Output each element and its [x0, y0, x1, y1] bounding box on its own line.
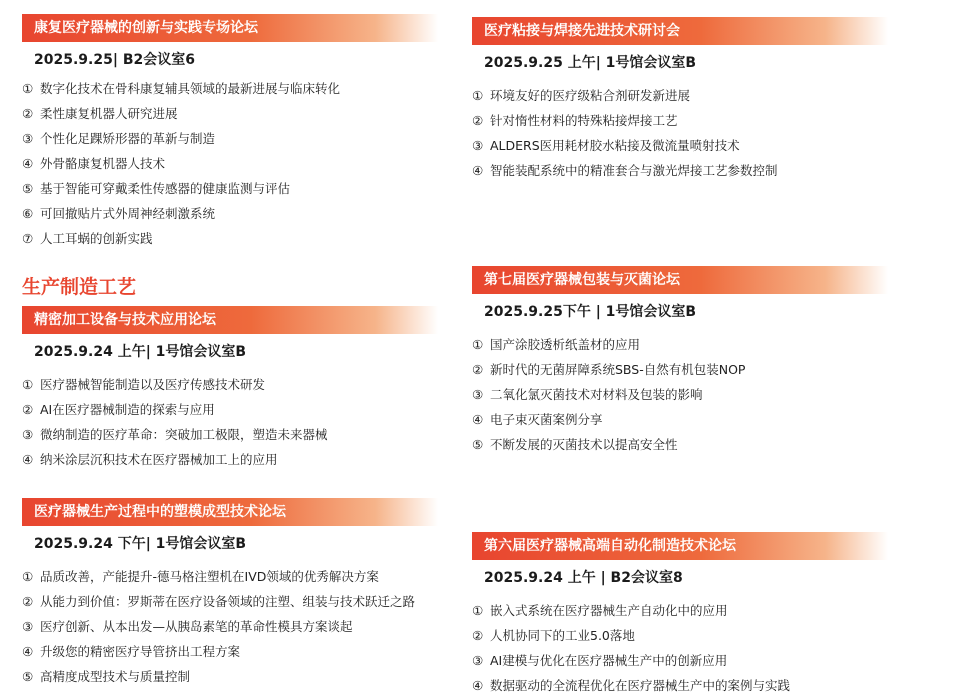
forum-title-banner: 第七届医疗器械包装与灭菌论坛: [472, 266, 888, 294]
list-item: ⑤ 不断发展的灭菌技术以提高安全性: [472, 437, 678, 452]
list-item: ③ AI建模与优化在医疗器械生产中的创新应用: [472, 653, 728, 668]
list-item: ④ 电子束灭菌案例分享: [472, 412, 603, 427]
list-item: ④ 外骨骼康复机器人技术: [22, 156, 166, 171]
list-item: ① 国产涂胶透析纸盖材的应用: [472, 337, 641, 352]
forum-topic-list: [22, 372, 438, 472]
forum-block-precision: [22, 306, 438, 472]
list-item: ② 针对惰性材料的特殊粘接焊接工艺: [472, 113, 678, 128]
list-item: ① 医疗器械智能制造以及医疗传感技术研发: [22, 377, 266, 392]
forum-title-banner: 精密加工设备与技术应用论坛: [22, 306, 438, 334]
list-item: ④ 智能装配系统中的精准套合与激光焊接工艺参数控制: [472, 163, 778, 178]
list-item: ⑤ 高精度成型技术与质量控制: [22, 669, 191, 684]
list-item: ⑤ 基于智能可穿戴柔性传感器的健康监测与评估: [22, 181, 291, 196]
forum-block-rehab: [22, 14, 438, 251]
section-heading: 生产制造工艺: [22, 276, 137, 298]
list-item: ③ 二氧化氯灭菌技术对材料及包装的影响: [472, 387, 703, 402]
list-item: ⑥ 可回撤贴片式外周神经刺激系统: [22, 206, 216, 221]
list-item: ① 环境友好的医疗级粘合剂研发新进展: [472, 88, 691, 103]
forum-topic-list: [472, 83, 888, 183]
forum-block-molding: [22, 498, 438, 689]
list-item: ① 品质改善，产能提升-德马格注塑机在IVD领域的优秀解决方案: [22, 569, 379, 584]
forum-block-automation: [472, 532, 888, 698]
list-item: ① 嵌入式系统在医疗器械生产自动化中的应用: [472, 603, 728, 618]
list-item: ③ ALDERS医用耗材胶水粘接及微流量喷射技术: [472, 138, 740, 153]
forum-datetime: 2025.9.24 上午| 1号馆会议室B: [34, 344, 247, 360]
forum-block-bonding: [472, 17, 888, 183]
list-item: ⑦ 人工耳蜗的创新实践: [22, 231, 153, 246]
forum-topic-list: [472, 332, 888, 457]
forum-datetime: 2025.9.25 上午| 1号馆会议室B: [484, 55, 697, 71]
forum-datetime: 2025.9.25下午 | 1号馆会议室B: [484, 304, 697, 320]
list-item: ② 新时代的无菌屏障系统SBS-自然有机包装NOP: [472, 362, 746, 377]
forum-topic-list: [22, 76, 438, 251]
forum-title-banner: 医疗粘接与焊接先进技术研讨会: [472, 17, 888, 45]
forum-topic-list: [22, 564, 438, 689]
list-item: ④ 升级您的精密医疗导管挤出工程方案: [22, 644, 241, 659]
list-item: ④ 数据驱动的全流程优化在医疗器械生产中的案例与实践: [472, 678, 791, 693]
forum-block-packaging: [472, 266, 888, 457]
list-item: ② 柔性康复机器人研究进展: [22, 106, 178, 121]
forum-title-banner: 康复医疗器械的创新与实践专场论坛: [22, 14, 438, 42]
forum-datetime: 2025.9.25| B2会议室6: [34, 52, 195, 68]
list-item: ③ 微纳制造的医疗革命：突破加工极限，塑造未来器械: [22, 427, 328, 442]
list-item: ① 数字化技术在骨科康复辅具领域的最新进展与临床转化: [22, 81, 341, 96]
list-item: ④ 纳米涂层沉积技术在医疗器械加工上的应用: [22, 452, 278, 467]
list-item: ② AI在医疗器械制造的探索与应用: [22, 402, 215, 417]
forum-title-banner: 医疗器械生产过程中的塑模成型技术论坛: [22, 498, 438, 526]
forum-title-banner: 第六届医疗器械高端自动化制造技术论坛: [472, 532, 888, 560]
list-item: ③ 个性化足踝矫形器的革新与制造: [22, 131, 216, 146]
forum-topic-list: [472, 598, 888, 698]
forum-datetime: 2025.9.24 下午| 1号馆会议室B: [34, 536, 247, 552]
list-item: ③ 医疗创新、从本出发—从胰岛素笔的革命性模具方案谈起: [22, 619, 353, 634]
list-item: ② 从能力到价值：罗斯蒂在医疗设备领域的注塑、组装与技术跃迁之路: [22, 594, 416, 609]
list-item: ② 人机协同下的工业5.0落地: [472, 628, 635, 643]
forum-datetime: 2025.9.24 上午 | B2会议室8: [484, 570, 683, 586]
